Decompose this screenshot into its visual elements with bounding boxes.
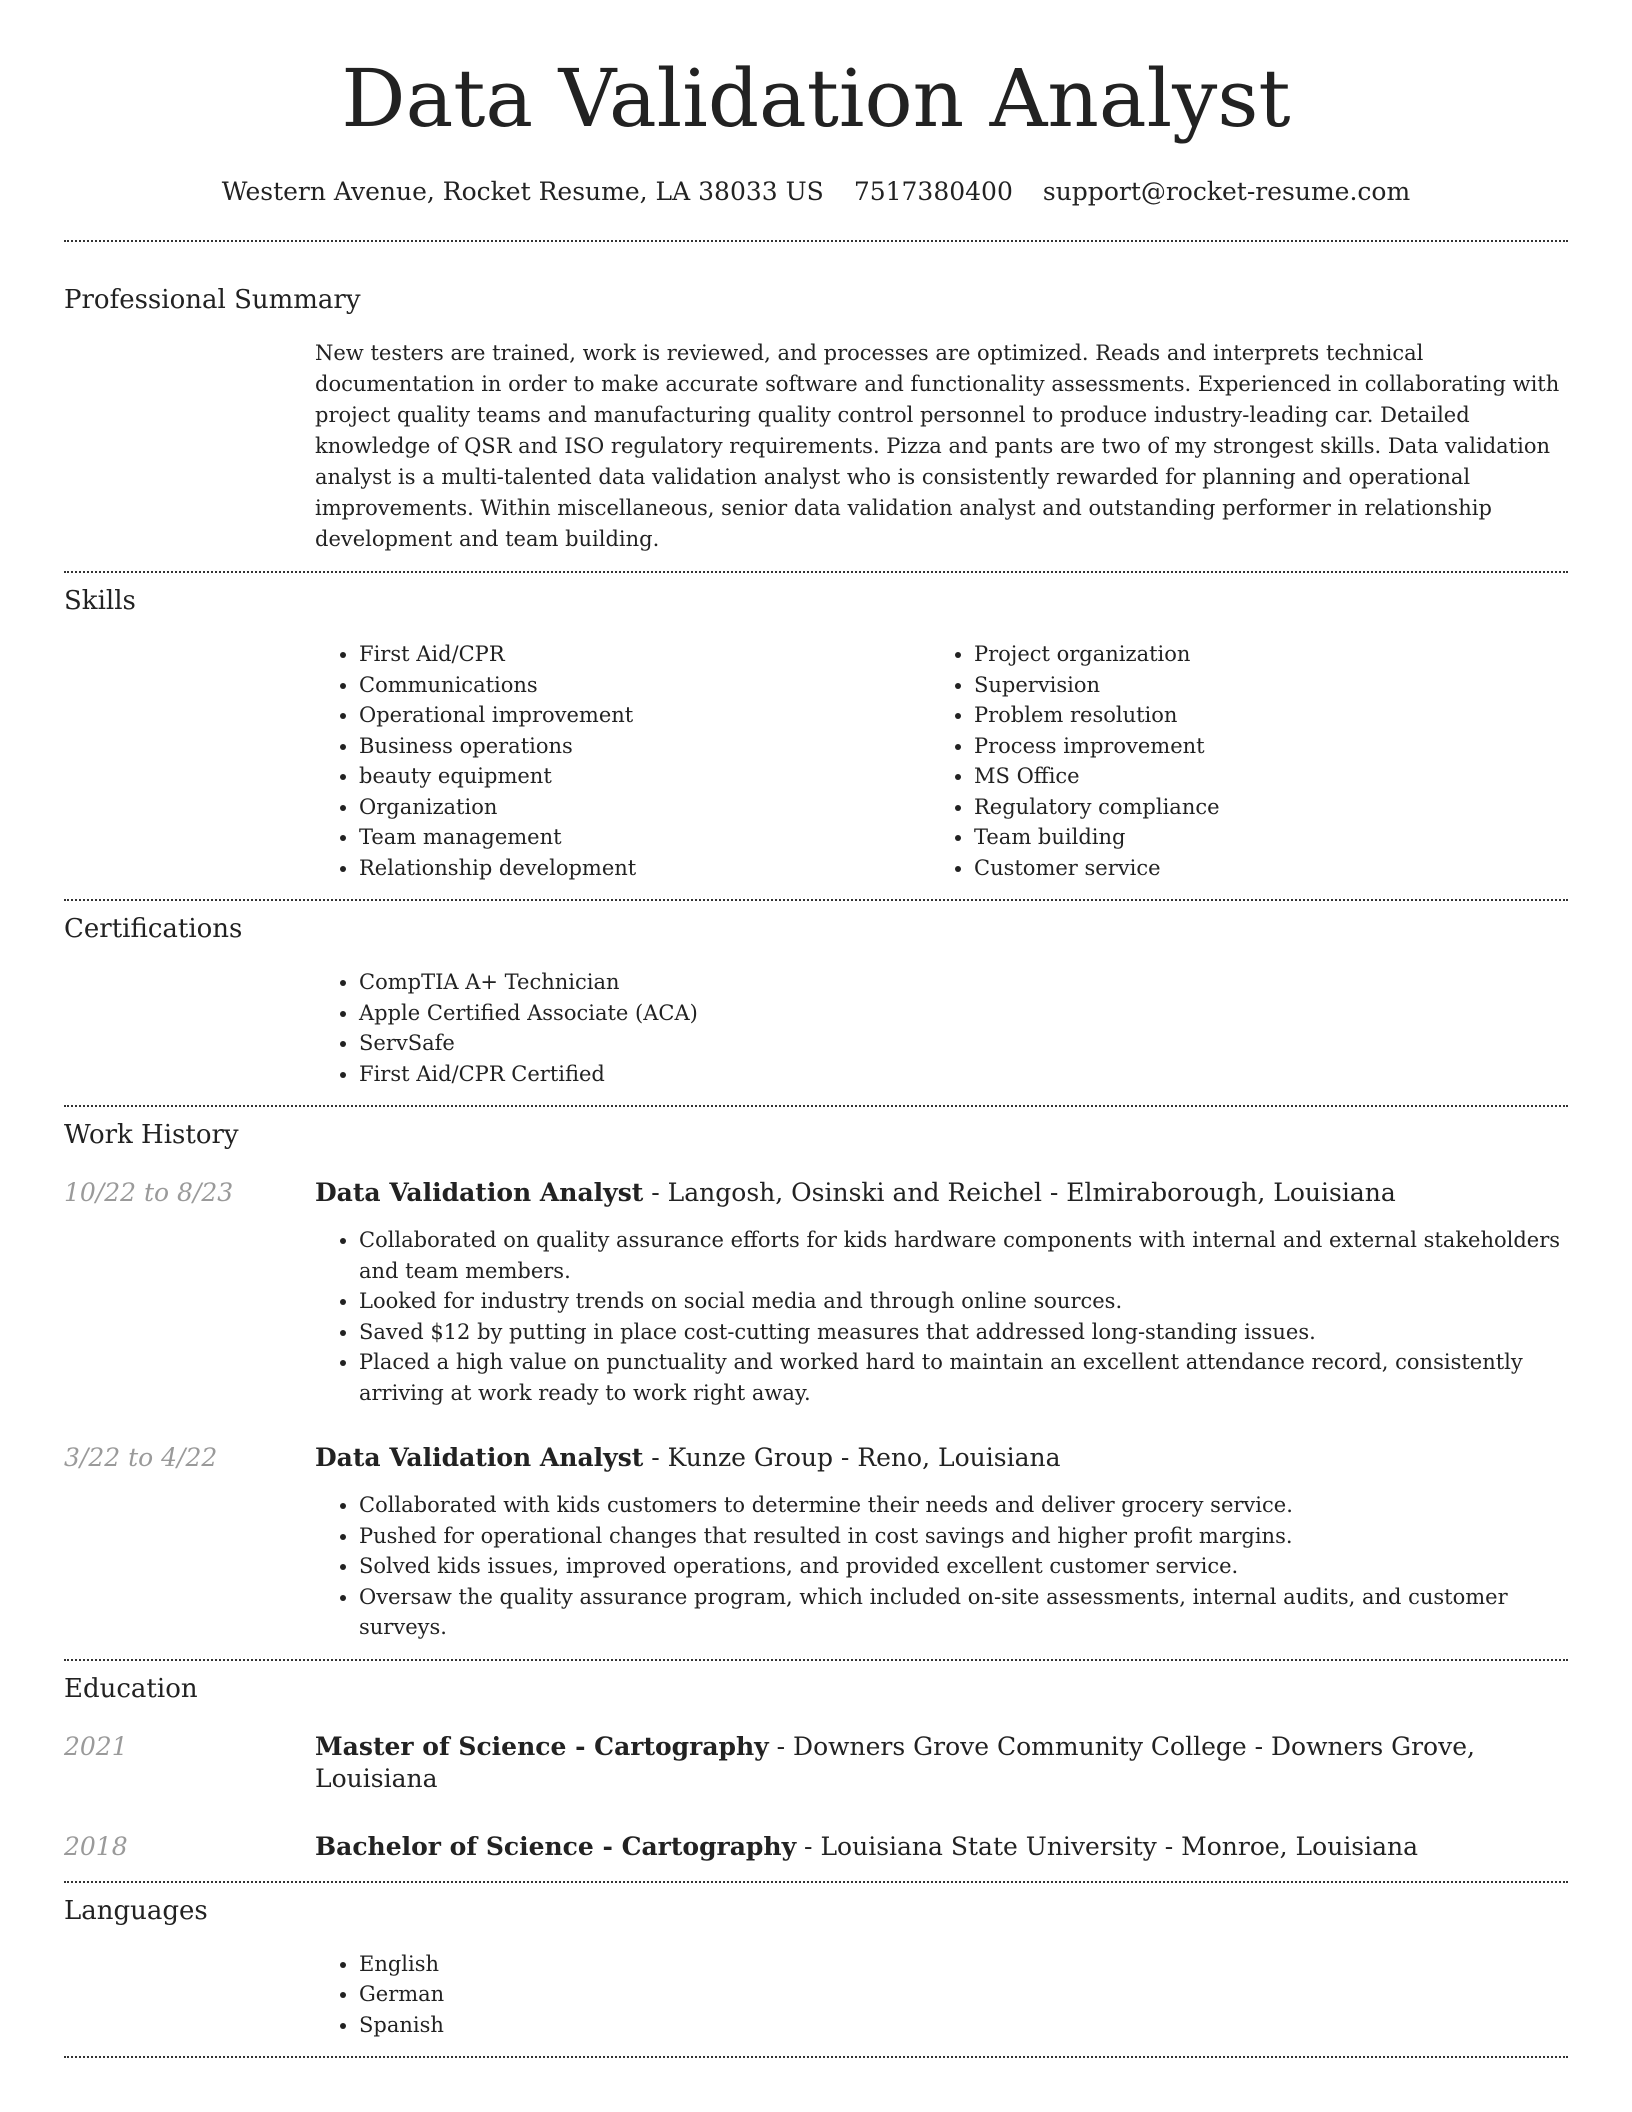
skill-item: • Team management [359, 822, 930, 853]
education-school: - Downers Grove Community College - Downers Grove, Louisiana [315, 1731, 1475, 1793]
education-degree: Master of Science - Cartography [315, 1731, 769, 1761]
certifications-section [64, 901, 1568, 1089]
language-item: • English [359, 1949, 1568, 1980]
job-role: Data Validation Analyst [315, 1443, 644, 1472]
education-entry [64, 1731, 1568, 1795]
education-date: 2018 [64, 1831, 128, 1861]
job-title [315, 1177, 1568, 1209]
skill-item: • Team building [974, 822, 1545, 853]
summary-text: New testers are trained, work is reviewed, and processes are optimized. Reads and interprets technical documentation in order to make accurate software and functionality assessments. Experienced in collaborating with project quality teams and manufacturing quality control personnel to produce industry-leading car. Detailed knowledge of QSR and ISO regulatory requirements. Pizza and pants are two of my strongest skills. Data validation analyst is a multi-talented data validation analyst who is consistently rewarded for planning and operational improvements. Within miscellaneous, senior data validation analyst and outstanding performer in relationship development and team building. [315, 341, 1560, 551]
contact-address: Western Avenue, Rocket Resume, LA 38033 US [221, 177, 824, 206]
job-date: 10/22 to 8/23 [64, 1178, 234, 1207]
skill-item: • Regulatory compliance [974, 792, 1545, 823]
certification-item: • CompTIA A+ Technician [359, 967, 1568, 998]
education-title: Education [64, 1673, 198, 1704]
job-employer: - Kunze Group - Reno, Louisiana [643, 1443, 1061, 1472]
job-date: 3/22 to 4/22 [64, 1443, 218, 1472]
job-entry [64, 1442, 1568, 1643]
contact-email[interactable]: support@rocket-resume.com [1042, 177, 1411, 206]
languages-title: Languages [64, 1895, 208, 1926]
skill-item: • Relationship development [359, 853, 930, 884]
job-role: Data Validation Analyst [315, 1178, 644, 1207]
work-history-section [64, 1107, 1568, 1643]
divider [64, 2056, 1568, 2058]
certification-item: • ServSafe [359, 1028, 1568, 1059]
education-date: 2021 [64, 1731, 128, 1761]
job-bullets [315, 1490, 1568, 1643]
skill-item: • First Aid/CPR [359, 639, 930, 670]
contact-line [64, 176, 1568, 208]
skill-item: • Organization [359, 792, 930, 823]
candidate-name: Data Validation Analyst [341, 52, 1291, 145]
job-employer: - Langosh, Osinski and Reichel - Elmiraborough, Louisiana [643, 1178, 1396, 1207]
resume-page [64, 0, 1568, 2058]
skill-item: • Customer service [974, 853, 1545, 884]
skill-item: • MS Office [974, 761, 1545, 792]
job-bullet: • Saved $12 by putting in place cost-cutting measures that addressed long-standing issues. [359, 1317, 1568, 1348]
job-bullet: • Solved kids issues, improved operations, and provided excellent customer service. [359, 1551, 1568, 1582]
job-title [315, 1442, 1568, 1474]
skills-title: Skills [64, 586, 136, 616]
summary-title: Professional Summary [64, 285, 361, 315]
job-entry [64, 1177, 1568, 1408]
skill-item: • Communications [359, 670, 930, 701]
certification-item: • Apple Certified Associate (ACA) [359, 998, 1568, 1029]
job-bullet: • Pushed for operational changes that resulted in cost savings and higher profit margins. [359, 1521, 1568, 1552]
skills-list-right [930, 639, 1545, 883]
skills-section [64, 573, 1568, 883]
languages-section [64, 1883, 1568, 2041]
education-school: - Louisiana State University - Monroe, Louisiana [796, 1831, 1419, 1861]
job-bullets [315, 1225, 1568, 1408]
job-bullet: • Placed a high value on punctuality and worked hard to maintain an excellent attendance record, consistently arriving at work ready to work right away. [359, 1347, 1568, 1408]
skill-item: • Process improvement [974, 731, 1545, 762]
skill-item: • Problem resolution [974, 700, 1545, 731]
education-title-line [315, 1831, 1568, 1863]
work-history-title: Work History [64, 1120, 239, 1150]
certifications-title: Certifications [64, 914, 243, 944]
languages-list [315, 1949, 1568, 2041]
skill-item: • Operational improvement [359, 700, 930, 731]
job-bullet: • Collaborated on quality assurance efforts for kids hardware components with internal and external stakeholders and team members. [359, 1225, 1568, 1286]
skill-item: • Business operations [359, 731, 930, 762]
education-title-line [315, 1731, 1568, 1795]
language-item: • German [359, 1979, 1568, 2010]
education-section [64, 1661, 1568, 1863]
language-item: • Spanish [359, 2010, 1568, 2041]
education-degree: Bachelor of Science - Cartography [315, 1831, 797, 1861]
skill-item: • Project organization [974, 639, 1545, 670]
skill-item: • Supervision [974, 670, 1545, 701]
contact-phone: 7517380400 [853, 177, 1013, 206]
skills-list-left [315, 639, 930, 883]
skill-item: • beauty equipment [359, 761, 930, 792]
certification-item: • First Aid/CPR Certified [359, 1059, 1568, 1090]
education-entry [64, 1831, 1568, 1863]
job-bullet: • Oversaw the quality assurance program, which included on-site assessments, internal audits, and customer surveys. [359, 1582, 1568, 1643]
job-bullet: • Collaborated with kids customers to determine their needs and deliver grocery service. [359, 1490, 1568, 1521]
certifications-list [315, 967, 1568, 1089]
summary-section [64, 242, 1568, 555]
job-bullet: • Looked for industry trends on social media and through online sources. [359, 1286, 1568, 1317]
